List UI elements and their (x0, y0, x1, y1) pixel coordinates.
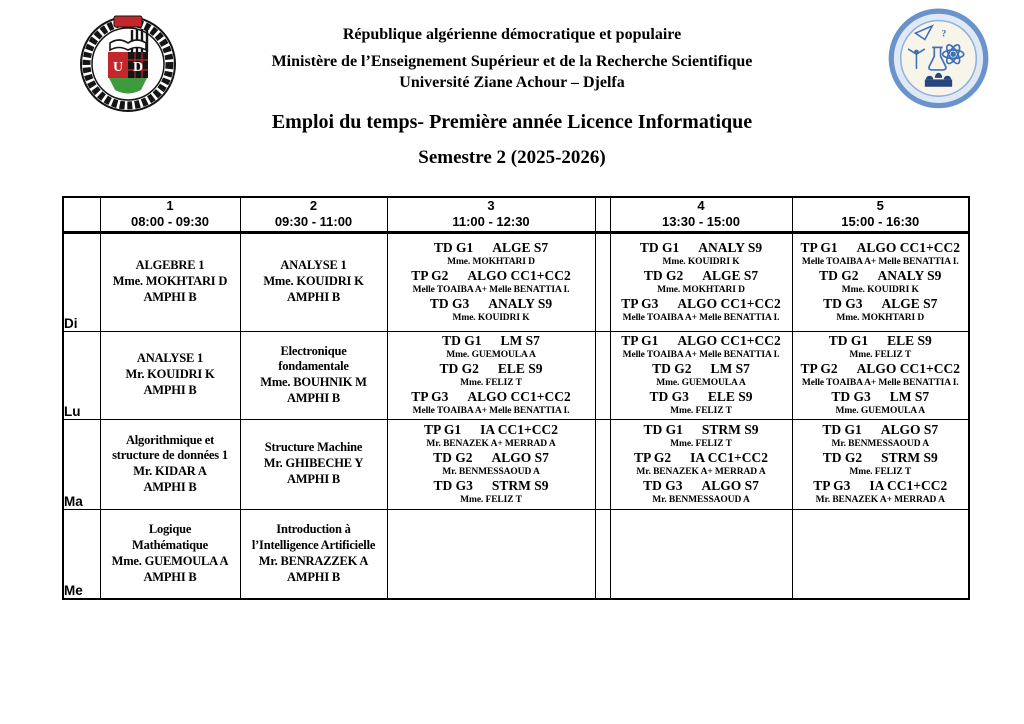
session-title (388, 478, 595, 494)
lecture-line: Mr. KIDAR A (133, 464, 207, 478)
session-title (793, 389, 969, 405)
cell-Me-p1 (100, 509, 240, 599)
session-teacher: Melle TOAIBA A+ Melle BENATTIA I. (801, 256, 959, 267)
period-time: 09:30 - 11:00 (274, 214, 353, 230)
lecture-line: Mr. KOUIDRI K (125, 367, 215, 382)
session-course: ANALY S9 (877, 267, 942, 283)
session-teacher: Mme. KOUIDRI K (662, 256, 740, 267)
session-group: TD G1 (828, 332, 869, 348)
day-row-Lu (63, 331, 969, 419)
session-course: LM S7 (710, 360, 750, 376)
session-course: IA CC1+CC2 (690, 449, 768, 465)
period-number: 2 (309, 198, 318, 213)
cell-Ma-p2 (240, 419, 387, 509)
session-teacher: Mme. FELIZ T (670, 406, 732, 417)
session-course: ALGO CC1+CC2 (677, 332, 781, 348)
session-course: STRM S9 (881, 449, 938, 465)
session-group: TD G1 (433, 239, 474, 255)
session-group: TP G1 (424, 421, 462, 437)
lecture-line: Mathématique (131, 538, 209, 552)
period-header-2 (240, 197, 387, 232)
session-group: TD G1 (639, 239, 680, 255)
session-group: TP G1 (621, 332, 659, 348)
session-teacher: Mme. KOUIDRI K (452, 313, 530, 324)
svg-text:D: D (132, 60, 144, 75)
session-group: TD G2 (819, 267, 859, 283)
lunch-break-separator (595, 197, 610, 232)
session-teacher: Melle TOAIBA A+ Melle BENATTIA I. (412, 284, 570, 295)
session-title (793, 296, 969, 312)
session-teacher: Mme. MOKHTARI D (447, 256, 535, 267)
period-number: 5 (876, 198, 884, 213)
lecture-line: ANALYSE 1 (280, 258, 347, 273)
session-group: TD G1 (822, 421, 862, 437)
cell-Ma-p1 (100, 419, 240, 509)
session-teacher: Mr. BENMESSAOUD A (652, 495, 750, 506)
session-title (388, 296, 595, 312)
cell-Ma-p4 (610, 419, 792, 509)
session-teacher: Mme. GUEMOULA A (446, 349, 536, 360)
lecture-line: AMPHI B (286, 471, 341, 486)
lecture-line: fondamentale (278, 359, 349, 374)
session-course: ANALY S9 (488, 296, 553, 312)
session-course: ALGO CC1+CC2 (677, 296, 781, 312)
day-row-Me (63, 509, 969, 599)
session-title (793, 478, 969, 494)
university-line: Université Ziane Achour – Djelfa (399, 74, 625, 91)
period-header-4 (610, 197, 792, 232)
session-title (611, 450, 792, 466)
session-course: ALGE S7 (702, 267, 759, 283)
session-group: TD G3 (429, 296, 470, 312)
lecture-line: Introduction à (276, 522, 351, 537)
lecture-line: l’Intelligence Artificielle (251, 538, 376, 552)
session-course: ALGO S7 (491, 449, 549, 465)
session-group: TP G2 (634, 449, 672, 465)
timetable (62, 196, 970, 600)
cell-Ma-p5 (792, 419, 969, 509)
session-group: TP G3 (813, 478, 851, 494)
session-title (388, 361, 595, 377)
session-course: ALGE S7 (492, 239, 549, 255)
session-title (611, 422, 792, 438)
period-header-3 (387, 197, 595, 232)
session-course: ALGO CC1+CC2 (856, 360, 960, 376)
lunch-break-separator (595, 232, 610, 331)
session-teacher: Mme. FELIZ T (849, 349, 912, 360)
ministry-line: Ministère de l’Enseignement Supérieur et de la Recherche Scientifique (271, 53, 753, 70)
period-number: 4 (697, 198, 705, 213)
day-label-Di: Di (63, 232, 100, 331)
session-teacher: Mr. BENMESSAOUD A (442, 466, 540, 477)
lecture-line: AMPHI B (143, 382, 197, 397)
session-title (388, 389, 595, 405)
session-teacher: Melle TOAIBA A+ Melle BENATTIA I. (622, 313, 780, 324)
lecture-line: Mr. BENRAZZEK A (258, 553, 369, 568)
session-title (611, 478, 792, 494)
period-header-5 (792, 197, 969, 232)
cell-Di-p3 (387, 232, 595, 331)
session-title (388, 268, 595, 284)
session-teacher: Mr. BENMESSAOUD A (831, 438, 929, 449)
day-label-Lu: Lu (63, 331, 100, 419)
session-course: STRM S9 (701, 421, 759, 437)
session-title (793, 268, 969, 284)
session-title (793, 422, 969, 438)
session-title (611, 268, 792, 284)
svg-text:?: ? (941, 29, 947, 40)
lecture-line: AMPHI B (286, 289, 341, 304)
empty-cell-Me-p3 (387, 509, 595, 599)
lecture-line: Mme. MOKHTARI D (112, 274, 228, 289)
session-group: TD G1 (442, 332, 482, 348)
session-group: TD G3 (433, 478, 473, 494)
lecture-line: Mme. KOUIDRI K (263, 274, 364, 289)
session-title (793, 333, 969, 349)
session-teacher: Mme. GUEMOULA A (656, 377, 746, 388)
session-course: ALGO S7 (880, 421, 939, 437)
session-teacher: Melle TOAIBA A+ Melle BENATTIA I. (622, 349, 780, 360)
session-title (611, 333, 792, 349)
session-teacher: Mme. KOUIDRI K (841, 284, 919, 295)
session-title (611, 240, 792, 256)
session-group: TD G1 (643, 421, 683, 437)
cell-Me-p2 (240, 509, 387, 599)
period-time: 13:30 - 15:00 (661, 214, 741, 230)
session-title (388, 333, 595, 349)
session-group: TD G3 (643, 478, 683, 494)
session-group: TD G2 (652, 360, 692, 376)
session-course: ELE S9 (707, 389, 753, 405)
lecture-line: ANALYSE 1 (136, 351, 204, 366)
session-title (388, 450, 595, 466)
lecture-line: ALGEBRE 1 (135, 258, 205, 273)
session-title (611, 296, 792, 312)
session-title (611, 361, 792, 377)
session-teacher: Mme. FELIZ T (460, 495, 522, 506)
session-teacher: Melle TOAIBA A+ Melle BENATTIA I. (412, 406, 570, 417)
session-title (611, 389, 792, 405)
lecture-line: AMPHI B (286, 390, 341, 405)
republic-line: République algérienne démocratique et populaire (342, 26, 682, 43)
table-corner-cell (63, 197, 100, 232)
session-group: TD G2 (433, 449, 473, 465)
empty-cell-Me-p4 (610, 509, 792, 599)
lecture-line: AMPHI B (143, 479, 197, 494)
day-row-Ma (63, 419, 969, 509)
day-row-Di (63, 232, 969, 331)
cell-Lu-p3 (387, 331, 595, 419)
cell-Di-p2 (240, 232, 387, 331)
lecture-line: Algorithmique et (125, 432, 215, 447)
session-course: ALGO CC1+CC2 (856, 239, 960, 255)
session-title (793, 361, 969, 377)
lecture-line: AMPHI B (143, 569, 197, 584)
session-teacher: Mr. BENAZEK A+ MERRAD A (636, 466, 766, 477)
session-teacher: Mme. GUEMOULA A (835, 406, 926, 417)
session-teacher: Mr. BENAZEK A+ MERRAD A (815, 495, 945, 506)
session-title (793, 450, 969, 466)
session-group: TD G2 (439, 360, 479, 376)
period-header-row (63, 197, 969, 232)
day-label-Me: Me (63, 509, 100, 599)
session-course: LM S7 (889, 389, 930, 405)
session-teacher: Mr. BENAZEK A+ MERRAD A (426, 438, 556, 449)
faculty-science-logo-icon (886, 8, 991, 113)
session-course: ALGO CC1+CC2 (467, 389, 571, 405)
session-title (793, 240, 969, 256)
session-group: TP G3 (411, 389, 449, 405)
cell-Ma-p3 (387, 419, 595, 509)
session-group: TP G2 (800, 360, 838, 376)
session-group: TD G3 (823, 296, 863, 312)
session-course: ELE S9 (497, 360, 543, 376)
lecture-line: Electronique (280, 343, 347, 358)
session-teacher: Mme. FELIZ T (670, 438, 732, 449)
session-group: TD G3 (649, 389, 689, 405)
lecture-line: AMPHI B (286, 569, 341, 584)
page-subtitle: Semestre 2 (2025-2026) (418, 147, 606, 168)
session-title (388, 240, 595, 256)
cell-Lu-p2 (240, 331, 387, 419)
period-header-1 (100, 197, 240, 232)
period-number: 3 (487, 198, 495, 213)
lecture-line: Mme. BOUHNIK M (260, 375, 367, 389)
lecture-line: Mme. GUEMOULA A (111, 553, 229, 568)
session-course: LM S7 (500, 332, 540, 348)
cell-Di-p1 (100, 232, 240, 331)
session-group: TP G2 (411, 267, 449, 283)
cell-Lu-p1 (100, 331, 240, 419)
lecture-line: Logique (148, 522, 192, 537)
lunch-break-separator (595, 331, 610, 419)
day-label-Ma: Ma (63, 419, 100, 509)
session-group: TP G1 (800, 239, 838, 255)
faculty-science-logo (886, 8, 991, 118)
session-course: IA CC1+CC2 (869, 478, 948, 494)
session-course: IA CC1+CC2 (480, 421, 558, 437)
period-time: 11:00 - 12:30 (452, 214, 530, 230)
period-time: 15:00 - 16:30 (841, 214, 920, 230)
session-course: ALGO S7 (701, 478, 759, 494)
svg-text:U: U (112, 60, 124, 75)
document-header (160, 26, 864, 169)
session-course: STRM S9 (491, 478, 549, 494)
lunch-break-separator (595, 509, 610, 599)
session-group: TP G3 (621, 296, 659, 312)
empty-cell-Me-p5 (792, 509, 969, 599)
page-title: Emploi du temps- Première année Licence Informatique (271, 111, 753, 133)
lunch-break-separator (595, 419, 610, 509)
cell-Lu-p5 (792, 331, 969, 419)
cell-Di-p4 (610, 232, 792, 331)
session-group: TD G3 (831, 389, 871, 405)
session-teacher: Mme. FELIZ T (849, 466, 912, 477)
session-teacher: Mme. FELIZ T (460, 377, 522, 388)
session-course: ELE S9 (887, 332, 932, 348)
lecture-line: structure de données 1 (112, 448, 228, 463)
period-number: 1 (166, 198, 174, 213)
session-course: ALGE S7 (881, 296, 938, 312)
session-teacher: Mme. MOKHTARI D (657, 284, 745, 295)
session-group: TD G2 (822, 449, 863, 465)
lecture-line: Mr. GHIBECHE Y (263, 456, 364, 471)
period-time: 08:00 - 09:30 (130, 214, 210, 230)
lecture-line: Structure Machine (264, 440, 363, 455)
cell-Lu-p4 (610, 331, 792, 419)
session-title (388, 422, 595, 438)
session-teacher: Melle TOAIBA A+ Melle BENATTIA I. (801, 377, 959, 388)
session-course: ALGO CC1+CC2 (467, 267, 571, 283)
session-course: ANALY S9 (698, 239, 763, 255)
cell-Di-p5 (792, 232, 969, 331)
session-teacher: Mme. MOKHTARI D (836, 313, 925, 324)
session-group: TD G2 (643, 267, 684, 283)
lecture-line: AMPHI B (143, 289, 197, 304)
